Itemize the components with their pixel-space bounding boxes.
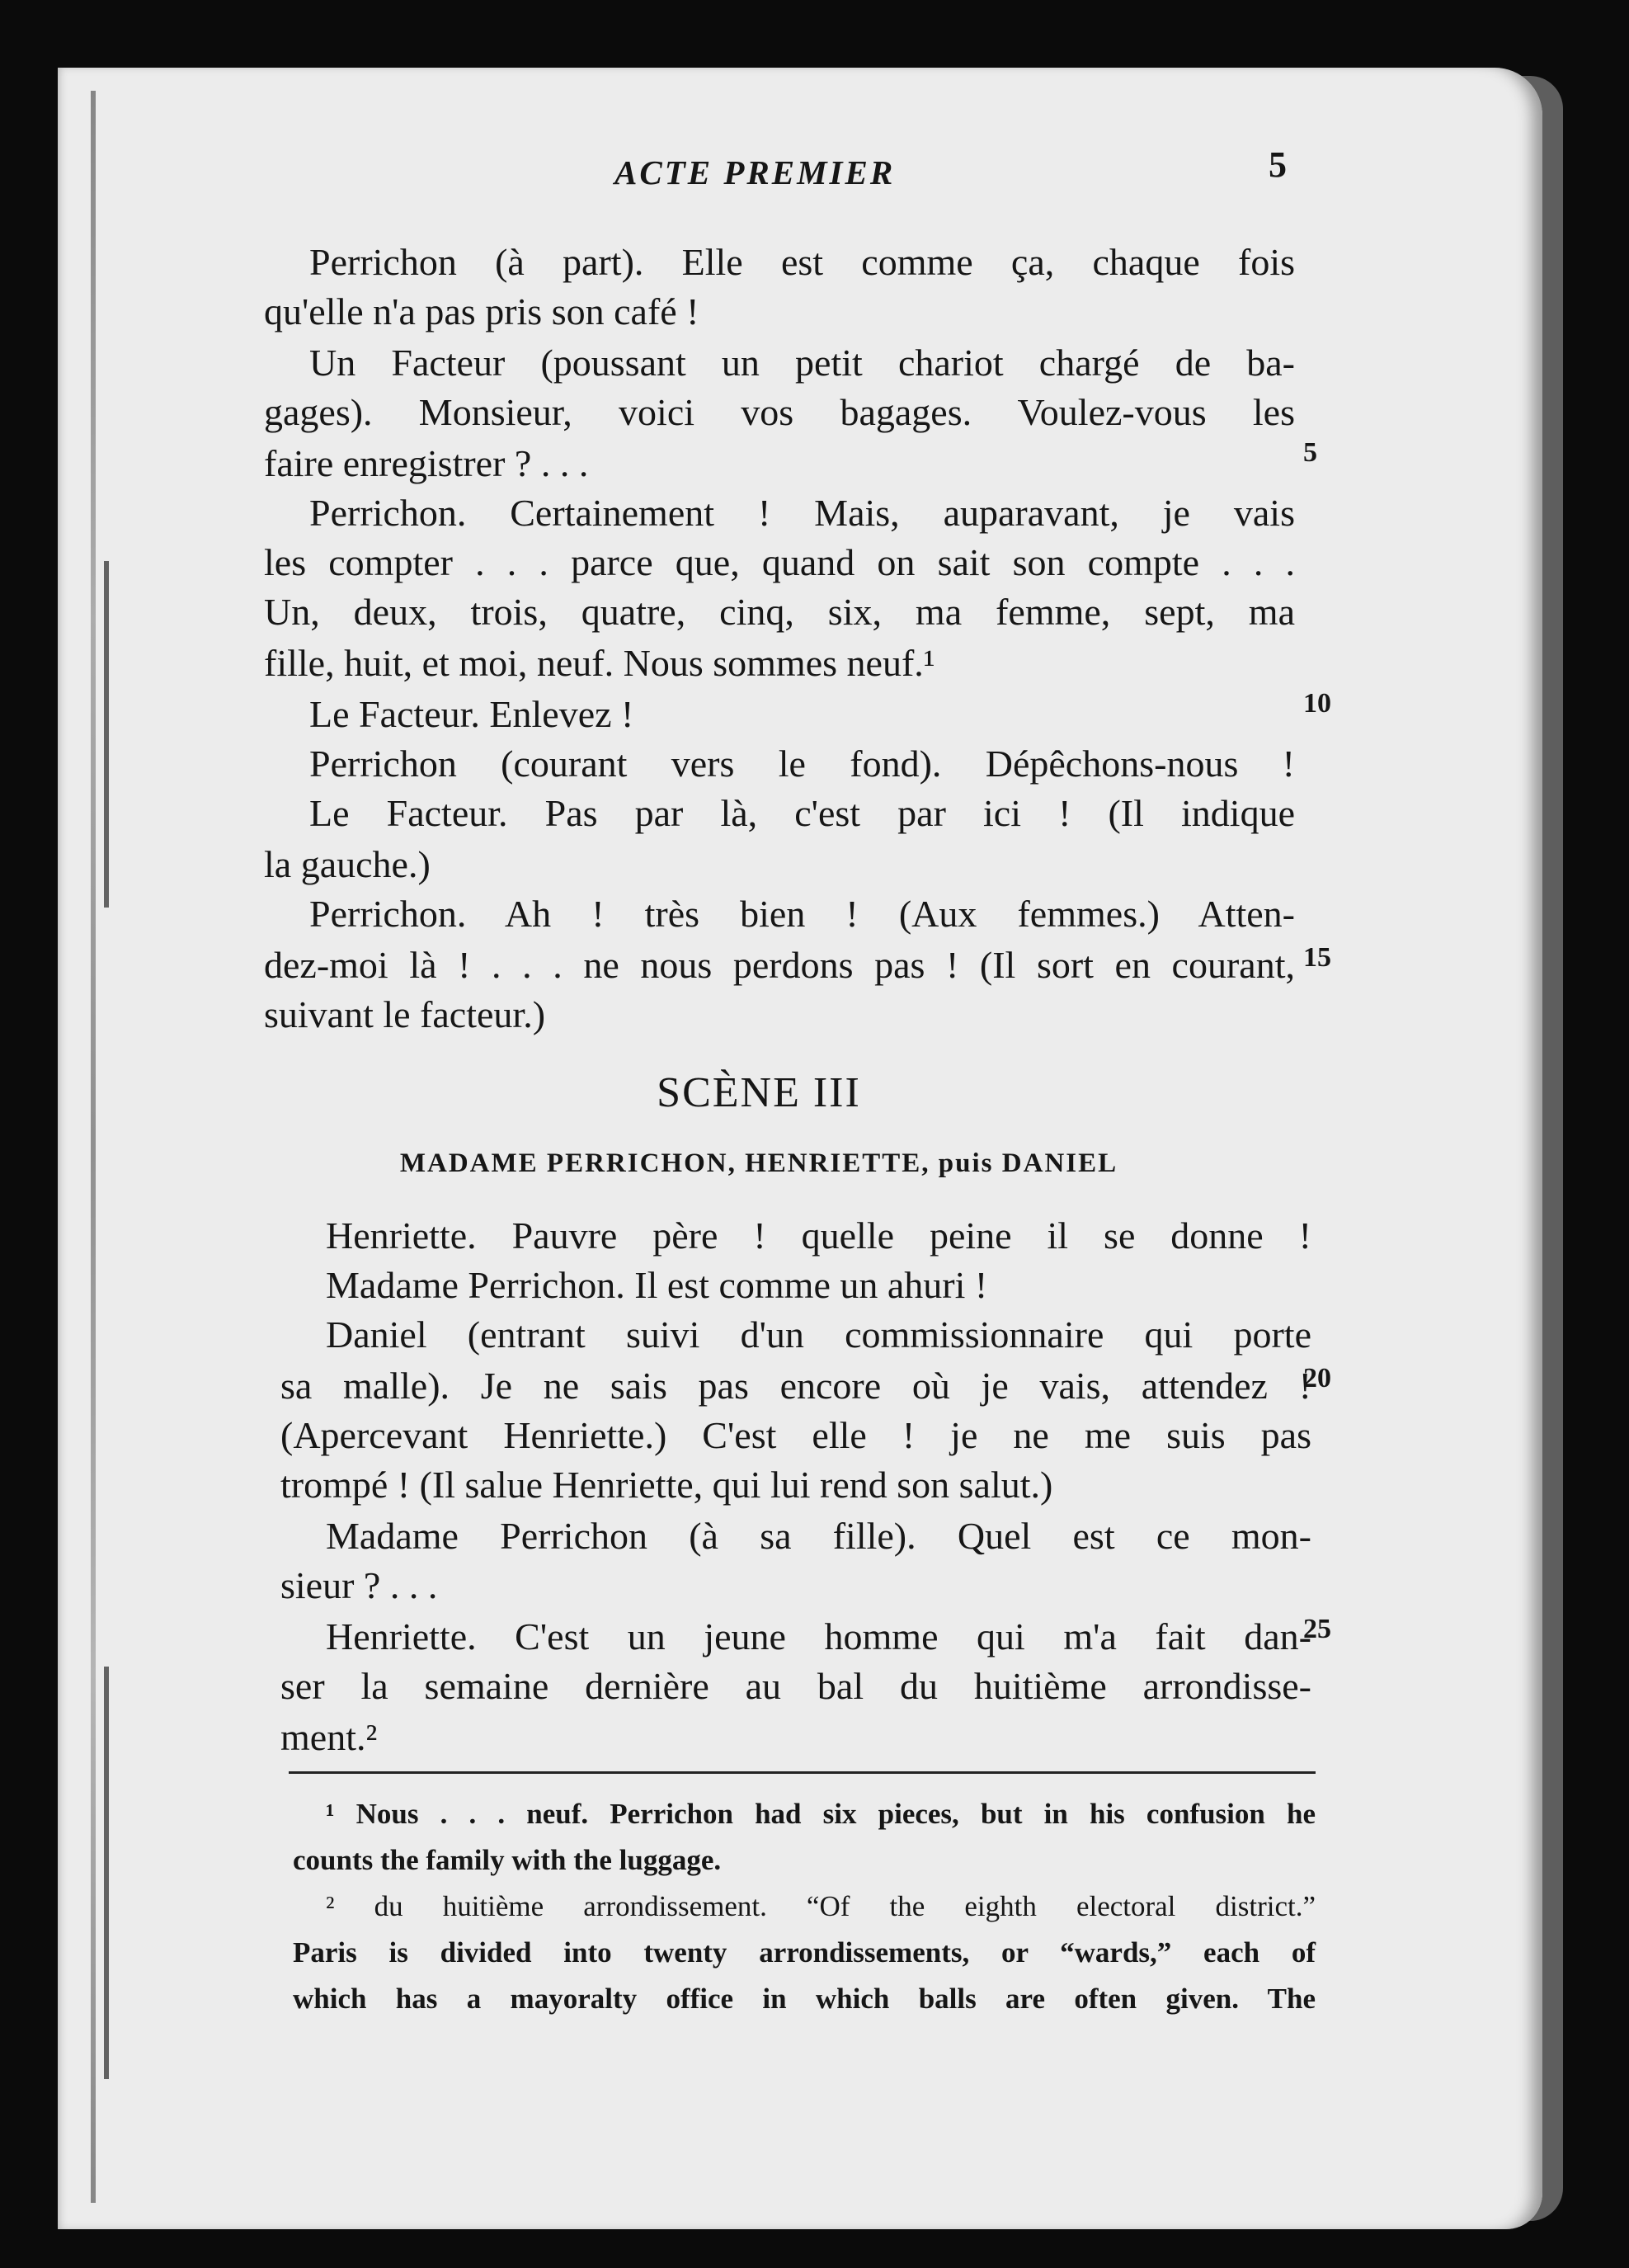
text-line: la gauche.) <box>264 843 431 885</box>
line-number: 15 <box>1303 942 1331 973</box>
footnote-line: counts the family with the luggage. <box>293 1844 722 1876</box>
text-line: qu'elle n'a pas pris son café ! <box>264 290 699 332</box>
text-line: trompé ! (Il salue Henriette, qui lui rend son salut.) <box>280 1464 1053 1506</box>
text-line: sieur ? . . . <box>280 1564 438 1606</box>
text-line: fille, huit, et moi, neuf. Nous sommes neuf.¹ <box>264 642 935 684</box>
text-line: ser la semaine dernière au bal du huitième arrondisse- <box>280 1665 1311 1707</box>
line-number: 25 <box>1303 1614 1331 1644</box>
running-head: ACTE PREMIER <box>614 153 896 191</box>
line-number: 5 <box>1303 437 1317 468</box>
text-line: Madame Perrichon. Il est comme un ahuri ! <box>326 1264 988 1306</box>
text-line: Daniel (entrant suivi d'un commissionnaire qui porte <box>326 1313 1311 1356</box>
text-line: Un, deux, trois, quatre, cinq, six, ma femme, sept, ma <box>264 591 1295 633</box>
scene-characters: MADAME PERRICHON, HENRIETTE, puis DANIEL <box>399 1148 1118 1178</box>
book-spine <box>91 91 96 2203</box>
text-line: Le Facteur. Pas par là, c'est par ici ! (Il indique <box>309 792 1295 834</box>
text-line: sa malle). Je ne sais pas encore où je vais, attendez ! <box>280 1365 1311 1407</box>
line-number: 20 <box>1303 1363 1331 1393</box>
text-line: les compter . . . parce que, quand on sait son compte . . . <box>264 541 1295 583</box>
text-line: Henriette. Pauvre père ! quelle peine il se donne ! <box>326 1214 1311 1257</box>
page-number: 5 <box>1269 144 1287 185</box>
footnote-rule <box>289 1771 1316 1774</box>
text-line: Perrichon. Certainement ! Mais, auparavant, je vais <box>309 492 1295 534</box>
text-line: Perrichon. Ah ! très bien ! (Aux femmes.) Atten- <box>309 893 1295 935</box>
footnote-line: which has a mayoralty office in which balls are often given. The <box>293 1983 1316 2015</box>
text-line: gages). Monsieur, voici vos bagages. Voulez-vous les <box>264 391 1295 433</box>
text-line: ment.² <box>280 1716 378 1758</box>
text-line: (Apercevant Henriette.) C'est elle ! je ne me suis pas <box>280 1414 1311 1456</box>
binding-thread <box>104 561 109 908</box>
binding-thread <box>104 1667 109 2079</box>
footnote-line: ² du huitième arrondissement. “Of the eighth electoral district.” <box>326 1890 1316 1922</box>
text-line: dez-moi là ! . . . ne nous perdons pas ! (Il sort en courant, <box>264 944 1295 986</box>
text-line: suivant le facteur.) <box>264 993 546 1035</box>
text-line: Henriette. C'est un jeune homme qui m'a fait dan- <box>326 1615 1311 1657</box>
text-line: Perrichon (à part). Elle est comme ça, chaque fois <box>309 241 1295 283</box>
text-line: Perrichon (courant vers le fond). Dépêchons-nous ! <box>309 743 1295 785</box>
line-number: 10 <box>1303 688 1331 719</box>
footnote-line: Paris is divided into twenty arrondissements, or “wards,” each of <box>293 1936 1316 1969</box>
text-line: Un Facteur (poussant un petit chariot chargé de ba- <box>309 342 1295 384</box>
text-line: faire enregistrer ? . . . <box>264 442 589 484</box>
text-line: Madame Perrichon (à sa fille). Quel est ce mon- <box>326 1515 1311 1557</box>
footnote-line: ¹ Nous . . . neuf. Perrichon had six pieces, but in his confusion he <box>326 1798 1316 1830</box>
scene-title: SCÈNE III <box>657 1069 861 1116</box>
text-line: Le Facteur. Enlevez ! <box>309 693 634 735</box>
